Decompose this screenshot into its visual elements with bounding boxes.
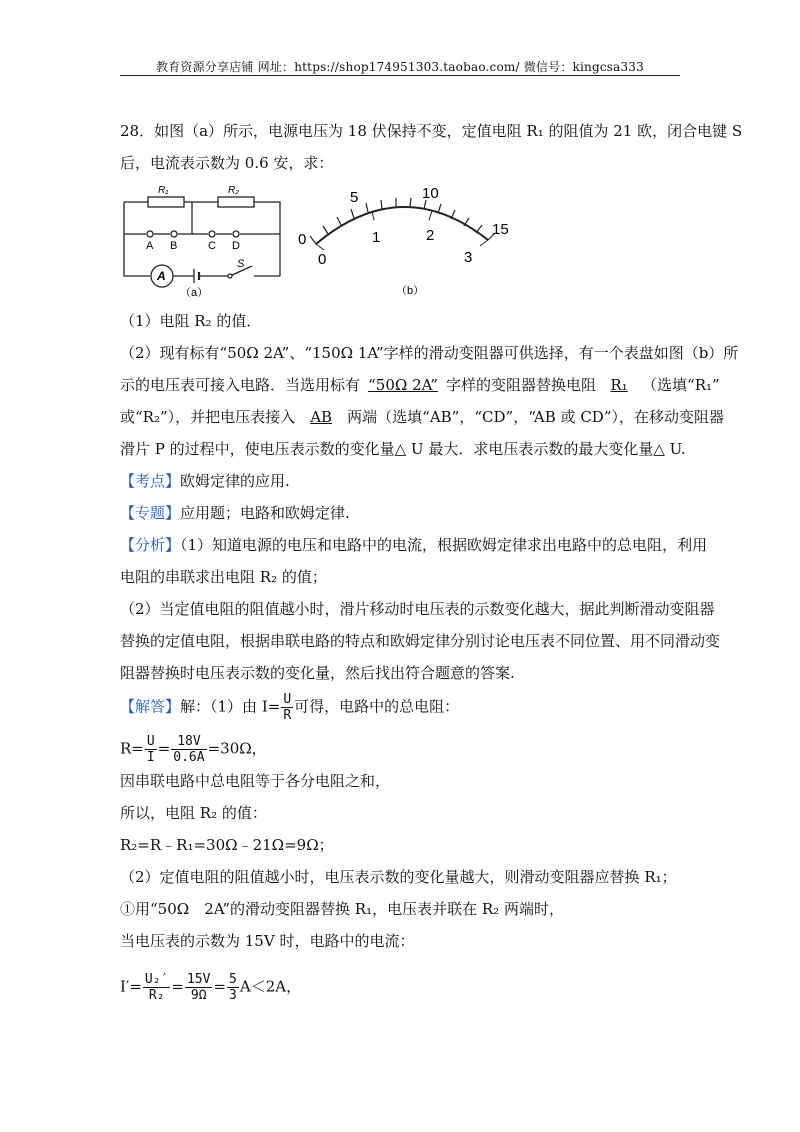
lower-scale-3: 3 (464, 249, 473, 266)
ammeter-label: A (157, 269, 166, 283)
jieda-line-2 (120, 734, 267, 765)
jieda-line-7: ①用“50Ω 2A”的滑动变阻器替换 R₁，电压表并联在 R₂ 两端时， (120, 900, 564, 918)
question-1: （1）电阻 R₂ 的值． (120, 312, 262, 330)
kaodian-text: 欧姆定律的应用. (180, 472, 290, 490)
fenxi-line-5: 阻器替换时电压表示数的变化量，然后找出符合题意的答案. (120, 664, 515, 682)
frac-num: U (283, 692, 292, 707)
q2-text: 字样的变阻器替换电阻 (446, 376, 597, 394)
upper-scale-0: 0 (298, 231, 307, 248)
jieda-text: =30Ω， (207, 739, 267, 758)
problem-line-1: 28．如图（a）所示，电源电压为 18 伏保持不变，定值电阻 R₁ 的阻值为 21 欧，闭合电键 S (120, 122, 743, 140)
jieda-line-1 (120, 692, 459, 723)
jieda-line-9 (120, 972, 301, 1003)
frac-num: 15V (186, 972, 211, 987)
kaodian-line (120, 470, 290, 492)
terminal-b-label: B (170, 240, 178, 252)
question-2-line-4: 滑片 P 的过程中，使电压表示数的变化量△ U 最大．求电压表示数的最大变化量△ U. (120, 440, 686, 458)
fraction-u-over-r (281, 692, 293, 723)
switch-label: S (237, 258, 245, 270)
fenxi-text: （1）知道电源的电压和电路中的电流，根据欧姆定律求出电路中的总电阻，利用 (180, 536, 708, 554)
fenxi-line-2: 电阻的串联求出电阻 R₂ 的值； (120, 568, 327, 586)
circuit-and-meter-figure (120, 178, 520, 300)
fenxi-line-1 (120, 534, 707, 556)
answer-blank-replaced-resistor: R₁ (610, 376, 628, 394)
problem-line-2: 后，电流表示数为 0.6 安，求： (120, 154, 334, 172)
jieda-line-3: 因串联电路中总电阻等于各分电阻之和， (120, 772, 391, 790)
voltmeter-dial-b (310, 198, 495, 250)
jieda-text: A＜2A， (239, 977, 302, 996)
frac-den: I (146, 750, 155, 765)
jieda-line-8: 当电压表的示数为 15V 时，电路中的电流： (120, 932, 415, 950)
question-2-line-2 (120, 374, 720, 396)
fraction-u2-over-r2 (143, 972, 170, 1003)
answer-blank-rheostat: “50Ω 2A” (368, 376, 438, 394)
kaodian-tag: 【考点】 (120, 472, 181, 490)
lower-scale-2: 2 (426, 227, 435, 244)
page-header: 教育资源分享店铺 网址：https://shop174951303.taobao.com/ 微信号：kingcsa333 (156, 60, 644, 74)
q2-text: （选填“R₁” (642, 376, 720, 394)
r2-label: R₂ (228, 185, 240, 196)
frac-den: 9Ω (190, 988, 207, 1003)
upper-scale-5: 5 (350, 189, 359, 206)
frac-num: 18V (171, 734, 206, 750)
answer-blank-voltmeter-position: AB (310, 408, 333, 426)
jieda-text: 可得，电路中的总电阻： (294, 697, 460, 716)
frac-num: U (146, 734, 155, 749)
header-rule (120, 75, 680, 76)
figures (120, 178, 520, 304)
jieda-text: = (157, 739, 171, 758)
frac-den: R (283, 708, 292, 723)
jieda-tag: 【解答】 (120, 697, 181, 716)
jieda-text: R= (120, 739, 144, 758)
fraction-18v-over-06a (171, 734, 206, 765)
frac-num: 5 (229, 972, 237, 987)
frac-num: U₂′ (144, 972, 169, 987)
jieda-text: = (171, 977, 184, 996)
jieda-text: I′= (120, 977, 142, 996)
fraction-5-over-3 (227, 972, 239, 1003)
lower-scale-1: 1 (372, 229, 381, 246)
q2-text: 或“R₂”），并把电压表接入 (120, 408, 296, 426)
zhuanti-line (120, 502, 350, 524)
figure-b-caption: （b） (396, 285, 425, 297)
jieda-line-4: 所以，电阻 R₂ 的值： (120, 804, 267, 822)
jieda-text: 解：（1）由 I= (180, 697, 281, 716)
upper-scale-15: 15 (492, 221, 509, 238)
fenxi-line-3: （2）当定值电阻的阻值越小时，滑片移动时电压表的示数变化越大，据此判断滑动变阻器 (120, 600, 715, 618)
jieda-line-6: （2）定值电阻的阻值越小时，电压表示数的变化量越大，则滑动变阻器应替换 R₁； (120, 868, 677, 886)
zhuanti-tag: 【专题】 (120, 504, 181, 522)
figure-a-caption: （a） (180, 287, 209, 299)
lower-scale-0: 0 (318, 251, 327, 268)
q2-text: 两端（选填“AB”，“CD”，“AB 或 CD”），在移动变阻器 (347, 408, 724, 426)
fenxi-tag: 【分析】 (120, 536, 181, 554)
frac-den: 3 (229, 988, 237, 1003)
terminal-a-label: A (146, 240, 154, 252)
jieda-line-5: R₂=R﹣R₁=30Ω﹣21Ω=9Ω； (120, 836, 334, 854)
zhuanti-text: 应用题；电路和欧姆定律. (180, 504, 350, 522)
fraction-15v-over-9ohm (185, 972, 212, 1003)
upper-scale-10: 10 (422, 185, 439, 202)
frac-den: R₂ (148, 988, 165, 1003)
question-2-line-3 (120, 406, 724, 428)
terminal-d-label: D (232, 240, 240, 252)
terminal-c-label: C (208, 240, 216, 252)
fenxi-line-4: 替换的定值电阻，根据串联电路的特点和欧姆定律分别讨论电压表不同位置、用不同滑动变 (120, 632, 721, 650)
jieda-text: = (213, 977, 227, 996)
frac-den: 0.6A (173, 750, 205, 765)
question-2-line-1: （2）现有标有“50Ω 2A”、“150Ω 1A”字样的滑动变阻器可供选择，有一个表盘如图（b）所 (120, 344, 739, 362)
r1-label: R₁ (158, 185, 169, 196)
q2-text: 示的电压表可接入电路．当选用标有 (120, 376, 361, 394)
fraction-u-over-i (145, 734, 157, 765)
